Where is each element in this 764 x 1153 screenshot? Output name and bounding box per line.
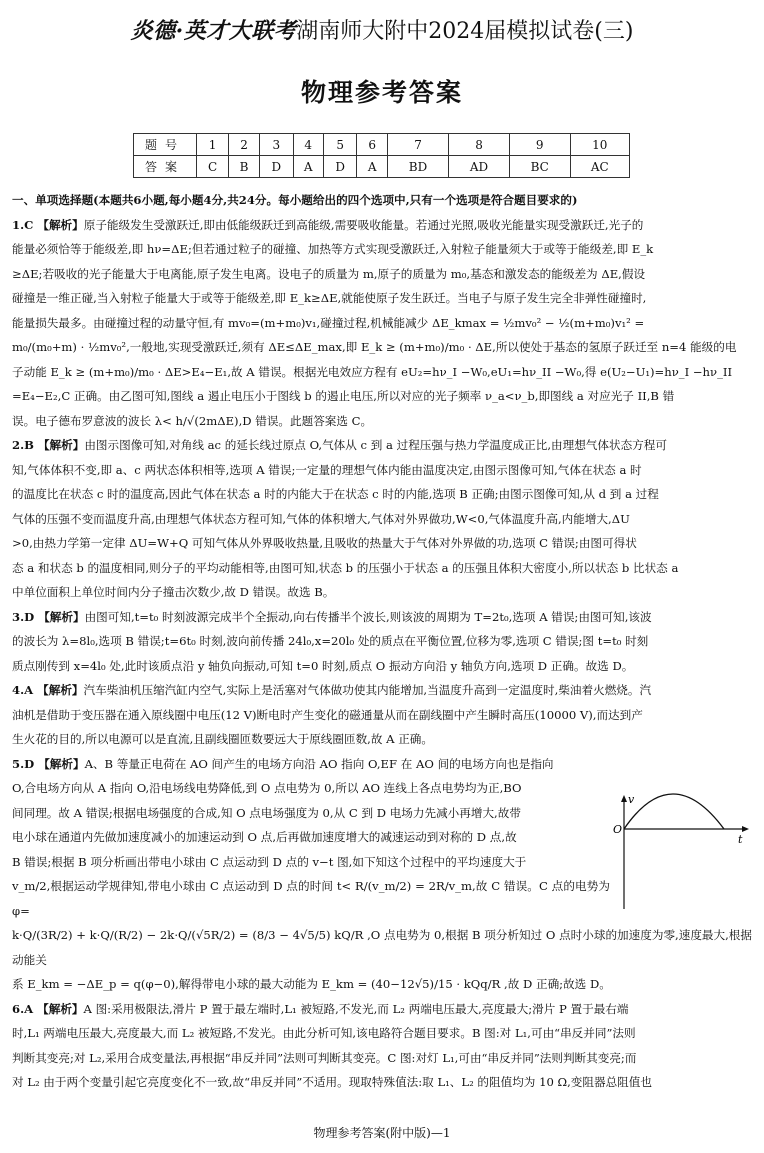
answer-cell: D xyxy=(260,156,293,178)
q1-line: 子动能 E_k ≥ (m+m₀)/m₀ · ΔE>E₄−E₁,故 A 错误。根据光电效应方程有 eU₂=hν_I −W₀,eU₁=hν_II −W₀,得 e(U₂−U₁)=hν_I −hν_II xyxy=(12,364,733,379)
t-axis-label: t xyxy=(738,833,743,846)
solution-q1 xyxy=(12,213,752,434)
q1-line: 误。电子德布罗意波的波长 λ< h/√(2mΔE),D 错误。此题答案选 C。 xyxy=(12,413,373,428)
answer-cell: B xyxy=(229,156,260,178)
q6-line: A 图:采用极限法,滑片 P 置于最左端时,L₁ 被短路,不发光,而 L₂ 两端电压最大,亮度最大;滑片 P 置于最右端 xyxy=(83,1001,629,1016)
answer-cell: C xyxy=(197,156,229,178)
q4-label: 4.A 【解析】 xyxy=(12,683,84,697)
q-number: 6 xyxy=(357,134,387,156)
answer-cell: D xyxy=(323,156,356,178)
q1-line: 能量损失最多。由碰撞过程的动量守恒,有 mv₀=(m+m₀)v₁,碰撞过程,机械能减少 ΔE_kmax = ½mv₀² − ½(m+m₀)v₁² = xyxy=(12,315,645,330)
q4-line: 生火花的目的,所以电源可以是直流,且副线圈匝数要远大于原线圈匝数,故 A 正确。 xyxy=(12,732,433,746)
page-footer: 物理参考答案(附中版)—1 xyxy=(313,1126,451,1140)
q-number: 3 xyxy=(260,134,293,156)
solution-q3 xyxy=(12,605,752,679)
q3-label: 3.D 【解析】 xyxy=(12,609,85,624)
answer-cell: AC xyxy=(570,156,630,178)
q-number: 5 xyxy=(323,134,356,156)
velocity-curve xyxy=(624,794,724,829)
q1-line: 能量必须恰等于能级差,即 hν=ΔE;但若通过粒子的碰撞、加热等方式实现受激跃迁,入射粒子能量须大于或等于能级差,即 E_k xyxy=(12,242,654,256)
q5-line: v_m/2,根据运动学规律知,带电小球由 C 点运动到 D 点的时间 t< R/(v_m/2) = 2R/v_m,故 C 错误。C 点的电势为 φ= xyxy=(12,879,610,918)
q-number: 10 xyxy=(570,134,630,156)
q2-label: 2.B 【解析】 xyxy=(12,438,85,452)
q3-line: 的波长为 λ=8l₀,选项 B 错误;t=6t₀ 时刻,波向前传播 24l₀,x=20l₀ 处的质点在平衡位置,位移为零,选项 C 错误;图 t=t₀ 时刻 xyxy=(12,634,649,648)
vt-graph xyxy=(610,793,750,915)
q-number: 8 xyxy=(449,134,510,156)
answer-cell: BD xyxy=(387,156,448,178)
q-number: 1 xyxy=(197,134,229,156)
q2-line: 中单位面积上单位时间内分子撞击次数少,故 D 错误。故选 B。 xyxy=(12,585,335,599)
solution-q4 xyxy=(12,678,752,752)
row-label-answer: 答案 xyxy=(134,156,197,178)
q2-line: >0,由热力学第一定律 ΔU=W+Q 可知气体从外界吸收热量,且吸收的热量大于气体对外界做的功,选项 C 错误;由图可得状 xyxy=(12,536,637,550)
q-number: 2 xyxy=(229,134,260,156)
exam-name: 湖南师大附中2024届模拟试卷(三) xyxy=(296,19,634,44)
q2-line: 的温度比在状态 c 时的温度高,因此气体在状态 a 时的内能大于在状态 c 时的内能,选项 B 正确;由图示图像可知,从 d 到 a 过程 xyxy=(12,487,659,501)
q5-line: k·Q/(3R/2) + k·Q/(R/2) − 2k·Q/(√5R/2) = (8/3 − 4√5/5) kQ/R ,O 点电势为 0,根据 B 项分析知过 O 点时小球的加速度为零,速度最大,根据动能关 xyxy=(12,928,752,967)
q-number: 7 xyxy=(387,134,448,156)
q5-line: B 错误;根据 B 项分析画出带电小球由 C 点运动到 D 点的 v−t 图,如下知这个过程中的平均速度大于 xyxy=(12,854,527,869)
q3-line: 由图可知,t=t₀ 时刻波源完成半个全振动,向右传播半个波长,则该波的周期为 T=2t₀,选项 A 错误;由图可知,该波 xyxy=(84,609,652,624)
q5-line: O,合电场方向从 A 指向 O,沿电场线电势降低,到 O 点电势为 0,所以 AO 连线上各点电势均为正,BO xyxy=(12,781,522,795)
q1-line: m₀/(m₀+m) · ½mv₀²,一般地,实现受激跃迁,须有 ΔE≤ΔE_max,即 E_k ≥ (m+m₀)/m₀ · ΔE,所以使处于基态的氢原子跃迁至 n=4 能级的电 xyxy=(12,340,737,354)
answer-cell: A xyxy=(357,156,387,178)
q2-line: 态 a 和状态 b 的温度相同,则分子的平均动能相等,由图可知,状态 b 的压强小于状态 a 的压强且体积大密度小,所以状态 b 比状态 a xyxy=(12,560,679,575)
q1-line: 原子能级发生受激跃迁,即由低能级跃迁到高能级,需要吸收能量。若通过光照,吸收光能量实现受激跃迁,光子的 xyxy=(83,217,644,232)
q6-line: 对 L₂ 由于两个变量引起它亮度变化不一致,故“串反并同”不适用。现取特殊值法:取 L₁、L₂ 的阻值均为 10 Ω,变阻器总阻值也 xyxy=(12,1075,652,1089)
q-number: 9 xyxy=(509,134,570,156)
row-label-number: 题号 xyxy=(134,134,197,156)
page-title: 物理参考答案 xyxy=(300,78,463,107)
q5-line: 系 E_km = −ΔE_p = q(φ−0),解得带电小球的最大动能为 E_km = (40−12√5)/15 · kQq/R ,故 D 正确;故选 D。 xyxy=(12,977,611,991)
answer-table-answers-row xyxy=(134,156,630,178)
answer-cell: A xyxy=(293,156,323,178)
q4-line: 油机是借助于变压器在通入原线圈中电压(12 V)断电时产生变化的磁通量从而在副线圈中产生瞬时高压(10000 V),而达到产 xyxy=(12,707,643,722)
v-axis-arrow xyxy=(621,795,627,802)
answer-cell: AD xyxy=(449,156,510,178)
solutions-body xyxy=(12,188,752,1095)
section-heading: 一、单项选择题(本题共6小题,每小题4分,共24分。每小题给出的四个选项中,只有一个选项是符合题目要求的) xyxy=(12,193,578,207)
q1-line: =E₄−E₂,C 正确。由乙图可知,图线 a 遏止电压小于图线 b 的遏止电压,所以对应的光子频率 ν_a<ν_b,即图线 a 对应光子 II,B 错 xyxy=(12,389,675,403)
answer-table xyxy=(133,133,630,178)
q6-line: 时,L₁ 两端电压最大,亮度最大,而 L₂ 被短路,不发光。由此分析可知,该电路符合题目要求。B 图:对 L₁,可由“串反并同”法则 xyxy=(12,1026,636,1040)
q2-line: 由图示图像可知,对角线 ac 的延长线过原点 O,气体从 c 到 a 过程压强与热力学温度成正比,由理想气体状态方程可 xyxy=(84,438,667,452)
q5-line: A、B 等量正电荷在 AO 间产生的电场方向沿 AO 指向 O,EF 在 AO 间的电场方向也是指向 xyxy=(84,756,554,771)
q1-line: ≥ΔE;若吸收的光子能量大于电离能,原子发生电离。设电子的质量为 m,原子的质量为 m₀,基态和激发态的能级差为 ΔE,假设 xyxy=(12,266,646,281)
t-axis-arrow xyxy=(742,826,749,832)
q-number: 4 xyxy=(293,134,323,156)
q5-line: 电小球在通道内先做加速度减小的加速运动到 O 点,后再做加速度增大的减速运动到对称的 D 点,故 xyxy=(12,830,517,844)
solution-q6 xyxy=(12,997,752,1095)
v-axis-label: v xyxy=(628,793,635,806)
origin-label: O xyxy=(613,823,623,836)
q5-line: 间同理。故 A 错误;根据电场强度的合成,知 O 点电场强度为 0,从 C 到 D 电场力先减小再增大,故带 xyxy=(12,805,521,820)
q3-line: 质点刚传到 x=4l₀ 处,此时该质点沿 y 轴负向振动,可知 t=0 时刻,质点 O 振动方向沿 y 轴负方向,选项 D 正确。故选 D。 xyxy=(12,658,634,673)
brand-name: 炎德·英才大联考 xyxy=(130,18,297,44)
solution-q2 xyxy=(12,433,752,605)
q6-line: 判断其变亮;对 L₂,采用合成变量法,再根据“串反并同”法则可判断其变亮。C 图:对灯 L₁,可由“串反并同”法则判断其变亮;而 xyxy=(12,1050,637,1065)
q5-label: 5.D 【解析】 xyxy=(12,756,85,771)
q2-line: 知,气体体积不变,即 a、c 两状态体积相等,选项 A 错误;一定量的理想气体内能由温度决定,由图示图像可知,气体在状态 a 时 xyxy=(12,462,642,477)
q2-line: 气体的压强不变而温度升高,由理想气体状态方程可知,气体的体积增大,气体对外界做功,W<0,气体温度升高,内能增大,ΔU xyxy=(12,511,630,526)
answer-cell: BC xyxy=(509,156,570,178)
q4-line: 汽车柴油机压缩汽缸内空气,实际上是活塞对气体做功使其内能增加,当温度升高到一定温度时,柴油着火燃烧。汽 xyxy=(83,683,652,697)
q1-line: 碰撞是一维正碰,当入射粒子能量大于或等于能级差,即 E_k≥ΔE,就能使原子发生跃迁。当电子与原子发生完全非弹性碰撞时, xyxy=(12,291,647,305)
q6-label: 6.A 【解析】 xyxy=(12,1001,84,1016)
answer-table-numbers-row xyxy=(134,134,630,156)
q1-label: 1.C 【解析】 xyxy=(12,217,84,232)
exam-header xyxy=(0,14,764,45)
